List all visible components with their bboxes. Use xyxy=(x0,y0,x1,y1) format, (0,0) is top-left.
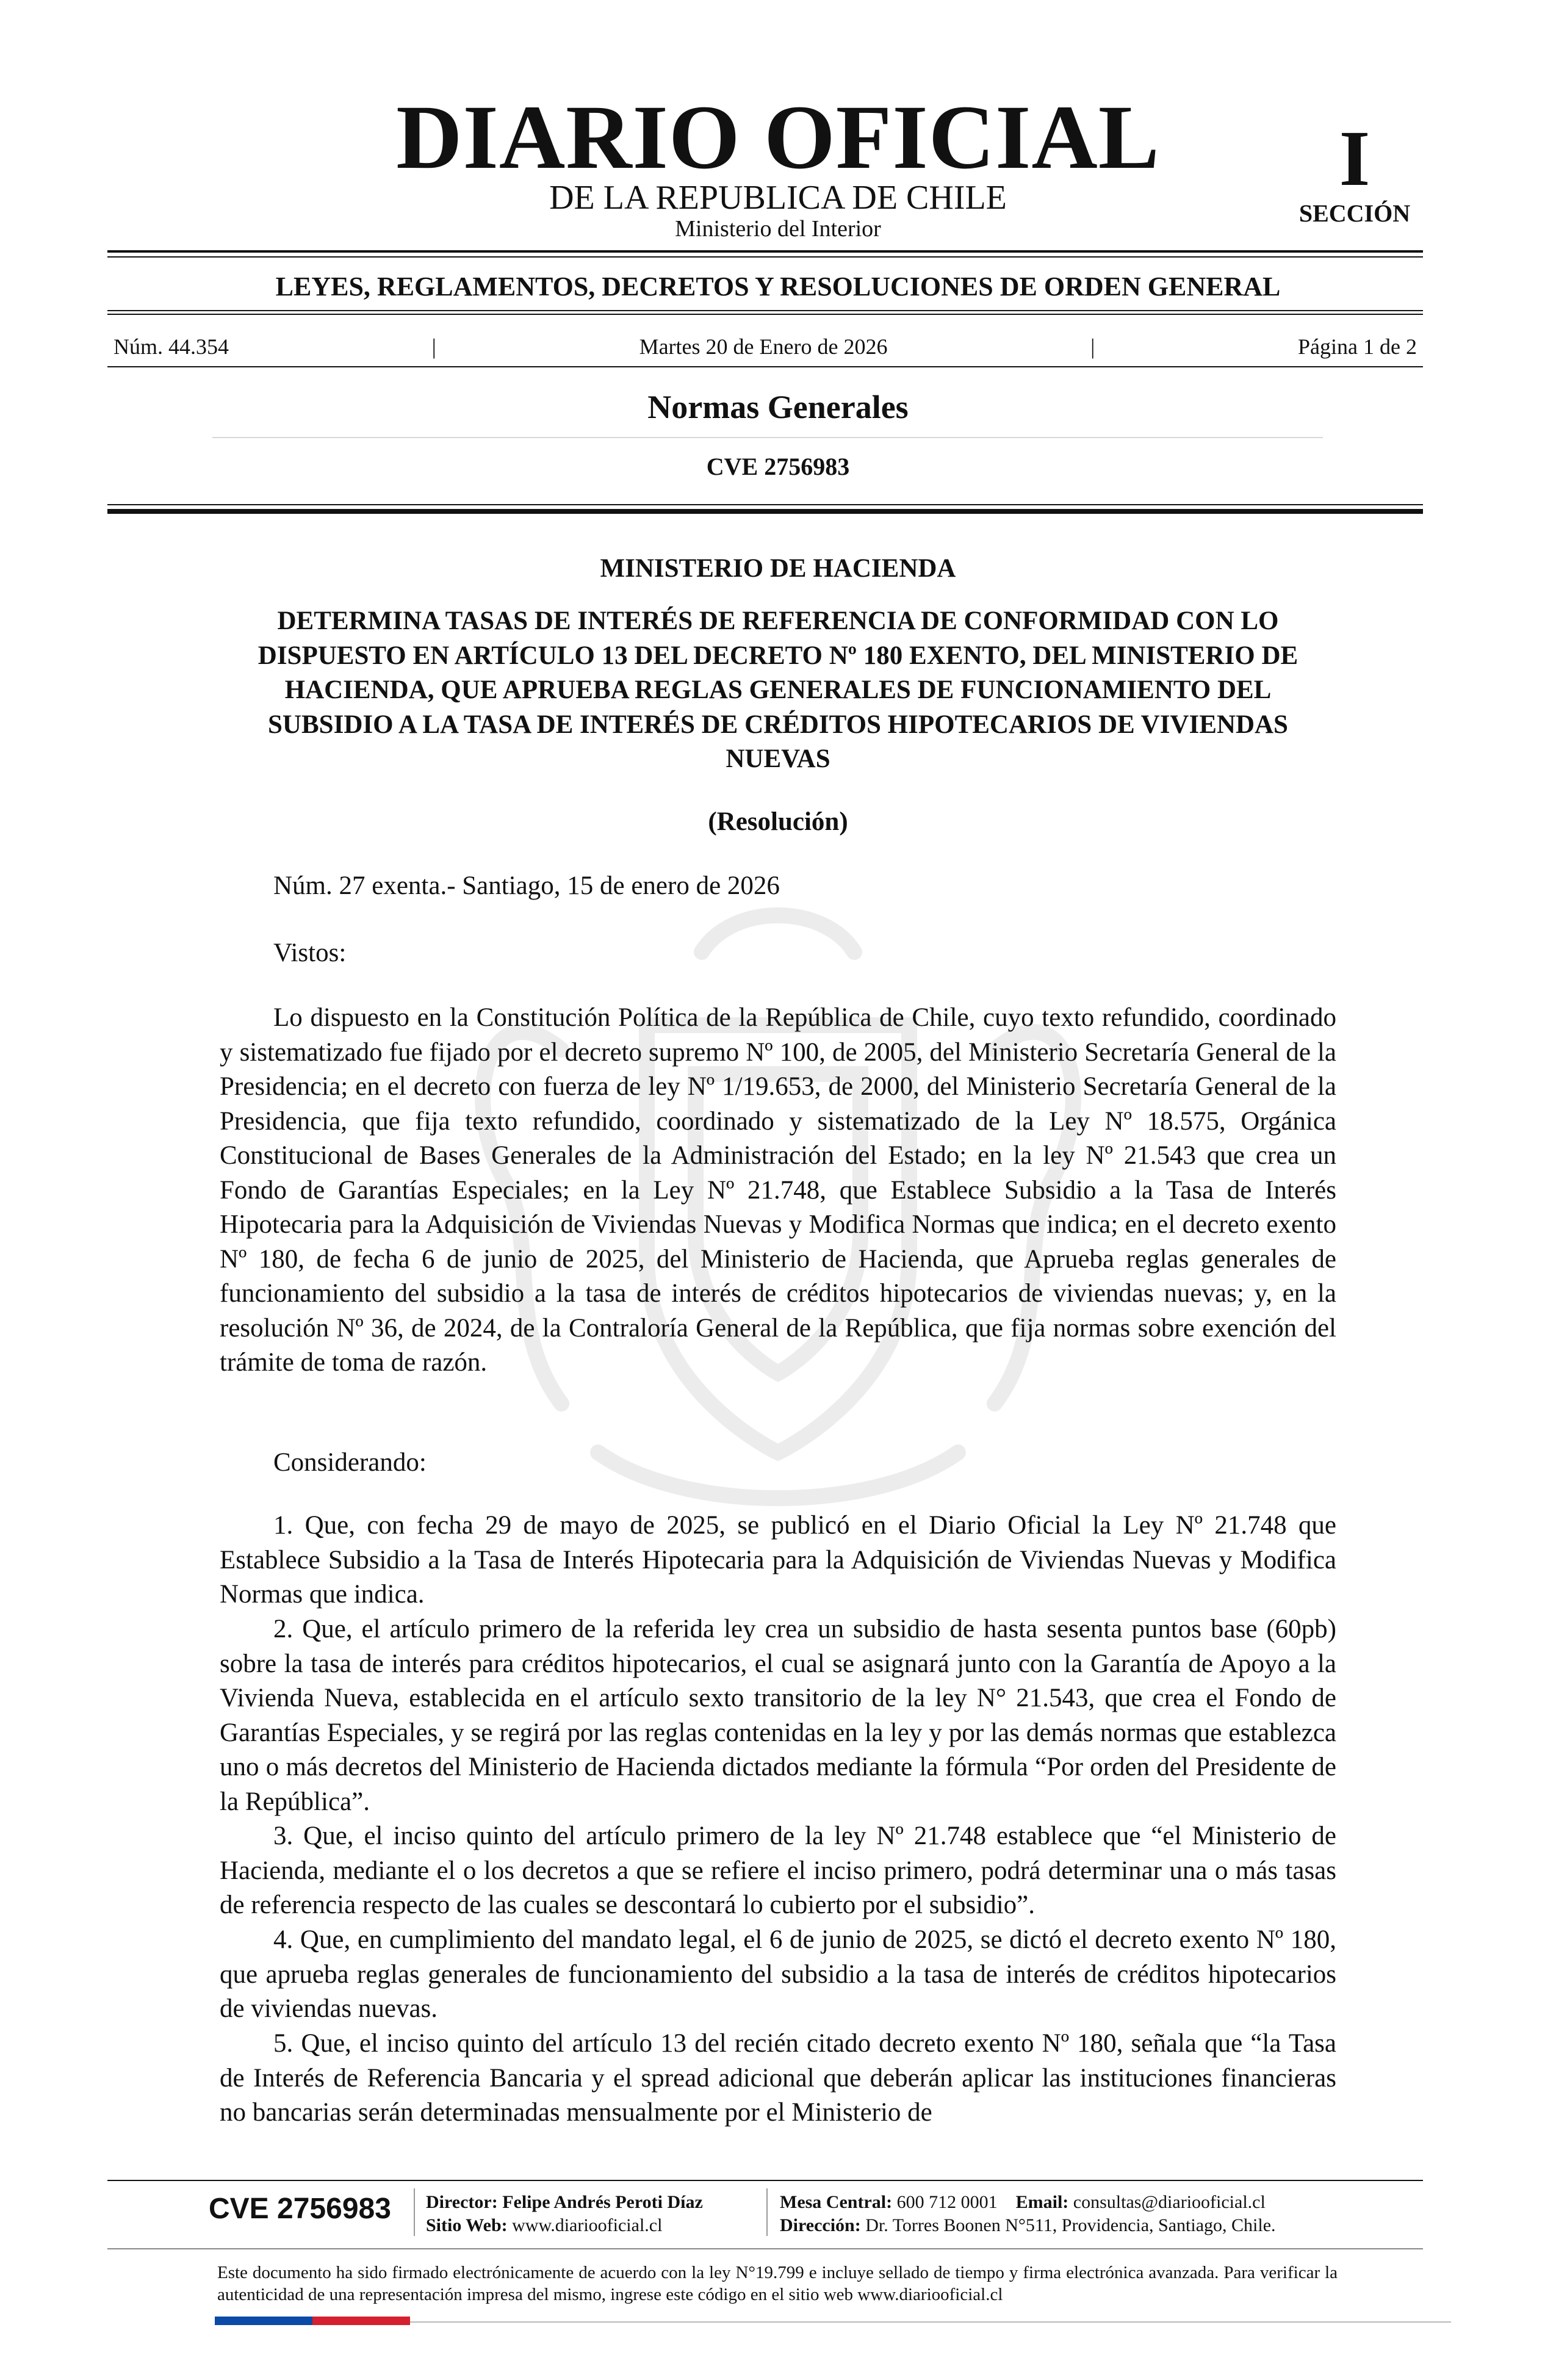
footer-director-label: Director: xyxy=(426,2192,498,2212)
issue-rule-top xyxy=(107,310,1423,311)
masthead-title: DIARIO OFICIAL xyxy=(396,87,1160,188)
issue-number: Núm. 44.354 xyxy=(113,334,229,359)
footer-address-label: Dirección: xyxy=(780,2215,861,2235)
category-heading: Normas Generales xyxy=(647,389,909,425)
footer-director-block xyxy=(426,2191,768,2237)
issue-rule-top-2 xyxy=(107,314,1423,315)
footer-email-link[interactable]: consultas@diariooficial.cl xyxy=(1073,2192,1266,2212)
document-title: DETERMINA TASAS DE INTERÉS DE REFERENCIA DE CONFORMIDAD CON LO DISPUESTO EN ARTÍCULO 13 DEL DECRETO Nº 180 EXENTO, DEL MINISTERIO DE HACIENDA, QUE APRUEBA REGLAS GENERALES DE FUNCIONAMIENTO DEL SUBSIDIO A LA TASA DE INTERÉS DE CRÉDITOS HIPOTECARIOS DE VIVIENDAS NUEVAS xyxy=(258,607,1298,773)
vistos-paragraph: Lo dispuesto en la Constitución Política de la República de Chile, cuyo texto refundido, coordinado y sistematizado fue fijado por el decreto supremo Nº 100, de 2005, del Ministerio Secretaría General de la Presidencia; en el decreto con fuerza de ley Nº 1/19.653, de 2000, del Ministerio Secretaría General de la Presidencia, que fija texto refundido, coordinado y sistematizado de la Ley Nº 18.575, Orgánica Constitucional de Bases Generales de la Administración del Estado; en la ley Nº 21.543 que crea un Fondo de Garantías Especiales; en la Ley Nº 21.748, que Establece Subsidio a la Tasa de Interés Hipotecaria para la Adquisición de Viviendas Nuevas y Modifica Normas que indica; en el decreto exento Nº 180, de fecha 6 de junio de 2025, del Ministerio de Hacienda, que Aprueba reglas generales de funcionamiento del subsidio a la tasa de interés de créditos hipotecarios de viviendas nuevas; y, en la resolución Nº 36, de 2024, de la Contraloría General de la República, que fija normas sobre exención del trámite de toma de razón. xyxy=(220,1003,1336,1377)
masthead-ministry: Ministerio del Interior xyxy=(675,216,881,242)
section-title: LEYES, REGLAMENTOS, DECRETOS Y RESOLUCIONES DE ORDEN GENERAL xyxy=(275,272,1281,301)
cve-code: CVE 2756983 xyxy=(706,453,850,480)
considerando-item: 5. Que, el inciso quinto del artículo 13 del recién citado decreto exento Nº 180, señala que “la Tasa de Interés de Referencia Bancaria y el spread adicional que deberán aplicar las instituciones financieras no bancarias serán determinadas mensualmente por el Ministerio de xyxy=(220,2029,1336,2127)
vistos-label: Vistos: xyxy=(273,939,347,967)
footer-rule-top xyxy=(107,2180,1423,2181)
masthead-subtitle: DE LA REPUBLICA DE CHILE xyxy=(549,179,1007,217)
header-rule-thin xyxy=(107,504,1423,505)
footer-signature-notice: Este documento ha sido firmado electrónicamente de acuerdo con la ley N°19.799 e incluye sellado de tiempo y firma electrónica avanzada. Para verificar la autenticidad de una representación impresa del mismo, ingrese este código en el sitio web www.diariooficial.cl xyxy=(217,2263,1338,2304)
category-divider xyxy=(212,437,1323,438)
footer-phone: 600 712 0001 xyxy=(896,2192,998,2212)
considerando-item: 3. Que, el inciso quinto del artículo primero de la ley Nº 21.748 establece que “el Ministerio de Hacienda, mediante el o los decretos a que se refiere el inciso primero, podrá determinar una o más tasas de referencia respecto de las cuales se descontará lo cubierto por el subsidio”. xyxy=(220,1822,1336,1919)
considerando-item: 1. Que, con fecha 29 de mayo de 2025, se publicó en el Diario Oficial la Ley Nº 21.748 que Establece Subsidio a la Tasa de Interés Hipotecaria para la Adquisición de Viviendas Nuevas y Modifica Normas que indica. xyxy=(220,1511,1336,1609)
footer-separator xyxy=(766,2188,768,2236)
footer-director-name: Felipe Andrés Peroti Díaz xyxy=(502,2192,703,2212)
document-type: (Resolución) xyxy=(708,807,848,836)
footer-separator xyxy=(414,2188,415,2236)
footer-site-label: Sitio Web: xyxy=(426,2215,508,2235)
flag-stripe-red xyxy=(312,2317,410,2325)
flag-stripe-line xyxy=(410,2321,1451,2323)
footer-site-link[interactable]: www.diariooficial.cl xyxy=(512,2215,663,2235)
issue-separator: | xyxy=(1090,334,1095,359)
masthead-rule-thin xyxy=(107,256,1423,258)
footer-address: Dr. Torres Boonen N°511, Providencia, Santiago, Chile. xyxy=(865,2215,1276,2235)
issue-date: Martes 20 de Enero de 2026 xyxy=(639,334,888,359)
footer-phone-label: Mesa Central: xyxy=(780,2192,893,2212)
issue-rule-bottom xyxy=(107,366,1423,367)
considerando-item: 2. Que, el artículo primero de la referida ley crea un subsidio de hasta sesenta puntos base (60pb) sobre la tasa de interés para créditos hipotecarios, el cual se asignará junto con la Garantía de Apoyo a la Vivienda Nueva, establecida en el artículo sexto transitorio de la ley N° 21.543, que crea el Fondo de Garantías Especiales, y se regirá por las reglas contenidas en la ley y por las demás normas que establezca uno o más decretos del Ministerio de Hacienda dictados mediante la fórmula “Por orden del Presidente de la República”. xyxy=(220,1615,1336,1816)
document-number-line: Núm. 27 exenta.- Santiago, 15 de enero de 2026 xyxy=(273,871,780,900)
footer-rule-mid xyxy=(107,2248,1423,2249)
issue-bar xyxy=(113,334,1417,359)
footer-contact-block xyxy=(780,2191,1353,2237)
flag-stripe-blue xyxy=(215,2317,312,2325)
issue-page: Página 1 de 2 xyxy=(1298,334,1417,359)
considerando-item: 4. Que, en cumplimiento del mandato legal, el 6 de junio de 2025, se dictó el decreto exento Nº 180, que aprueba reglas generales de funcionamiento del subsidio a la tasa de interés de créditos hipotecarios de viviendas nuevas. xyxy=(220,1925,1336,2023)
issue-separator: | xyxy=(431,334,436,359)
considerando-label: Considerando: xyxy=(273,1448,427,1477)
document-ministry: MINISTERIO DE HACIENDA xyxy=(600,554,956,583)
footer-email-label: Email: xyxy=(1015,2192,1069,2212)
masthead-rule-thick xyxy=(107,250,1423,253)
header-rule-thick xyxy=(107,509,1423,514)
section-number: I xyxy=(1339,115,1371,203)
footer-cve-code: CVE 2756983 xyxy=(209,2193,391,2225)
section-label: SECCIÓN xyxy=(1298,200,1411,227)
